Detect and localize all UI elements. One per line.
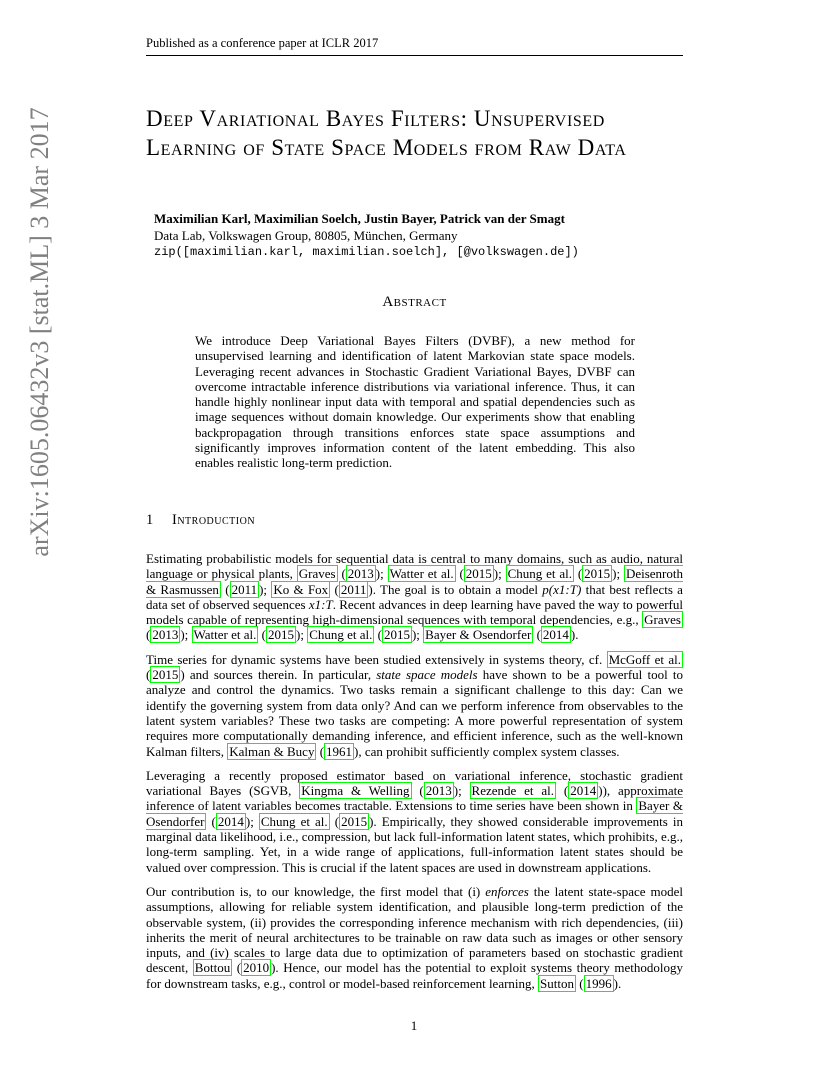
citation-link[interactable]: 2015 xyxy=(383,627,410,643)
citation-link[interactable]: 2014 xyxy=(542,627,569,643)
introduction-body xyxy=(146,551,683,1000)
math-expression: x1:T xyxy=(308,596,333,612)
citation-link[interactable]: Chung et al. xyxy=(507,566,572,582)
citation-link[interactable]: Chung et al. xyxy=(260,813,328,829)
abstract-text: We introduce Deep Variational Bayes Filters (DVBF), a new method for unsupervised learning and identification of latent Markovian state space models. Leveraging recent advances in Stochastic Gradient Variational Bayes, DVBF can overcome intractable inference distributions via variational inference. Thus, it can handle highly nonlinear input data with temporal and spatial dependencies such as image sequences without domain knowledge. Our experiments show that enabling backpropagation through transitions enforces state space assumptions and significantly improves information content of the latent embedding. This also enables realistic long-term prediction. xyxy=(195,333,635,471)
citation-link[interactable]: 1961 xyxy=(326,743,353,759)
emphasis: enforces xyxy=(485,883,529,899)
math-expression: p(x1:T) xyxy=(542,581,582,597)
section-heading xyxy=(146,512,686,529)
citation-link[interactable]: 2011 xyxy=(231,581,258,597)
citation-link[interactable]: Kingma & Welling xyxy=(301,783,410,799)
arxiv-identifier-stamp: arXiv:1605.06432v3 [stat.ML] 3 Mar 2017 xyxy=(25,107,54,557)
citation-link[interactable]: 2013 xyxy=(425,783,452,799)
paragraph: Our contribution is, to our knowledge, the first model that (i) enforces the latent state-space model assumptions, allowing for reliable system identification, and plausible long-term prediction of the observable system, (ii) provides the corresponding inference mechanism with rich dependencies, (iii) inherits the merit of neural architectures to be trainable on raw data such as images or other sensory inputs, and (iv) scales to large data due to optimization of parameters based on stochastic gradient descent, Bottou ( 2010 ). Hence, our model has the potential to exploit systems theory methodology for downstream tasks, e.g., control or model-based reinforcement learning, Sutton ( 1996 ). xyxy=(146,883,683,991)
citation-link[interactable]: 2014 xyxy=(217,813,244,829)
citation-link[interactable]: Kalman & Bucy xyxy=(229,743,315,759)
citation-link[interactable]: Deisenroth & Rasmussen xyxy=(146,566,683,597)
citation-link[interactable]: 2015 xyxy=(152,667,179,683)
citation-link[interactable]: Bayer & Osendorfer xyxy=(146,798,683,829)
citation-link[interactable]: McGoff et al. xyxy=(608,651,681,667)
author-block xyxy=(154,210,674,261)
page-number: 1 xyxy=(410,1018,418,1033)
citation-link[interactable]: 2015 xyxy=(465,566,492,582)
citation-link[interactable]: Graves xyxy=(644,612,681,628)
citation-link[interactable]: Bayer & Osendorfer xyxy=(425,627,532,643)
citation-link[interactable]: Watter et al. xyxy=(389,566,454,582)
citation-link[interactable]: 2010 xyxy=(243,960,270,976)
citation-link[interactable]: 2013 xyxy=(152,627,179,643)
citation-link[interactable]: 2013 xyxy=(347,566,374,582)
abstract-heading: Abstract xyxy=(382,294,447,310)
citation-link[interactable]: 2014 xyxy=(570,783,597,799)
paper-title: Deep Variational Bayes Filters: Unsupervised Learning of State Space Models from Raw Data xyxy=(146,106,627,160)
running-header: Published as a conference paper at ICLR 2017 xyxy=(146,36,683,56)
citation-link[interactable]: Graves xyxy=(298,566,336,582)
citation-link[interactable]: Sutton xyxy=(540,975,575,991)
citation-link[interactable]: Chung et al. xyxy=(309,627,373,643)
section-title: Introduction xyxy=(172,512,256,528)
section-number: 1 xyxy=(146,512,154,528)
citation-link[interactable]: 1996 xyxy=(585,975,612,991)
citation-link[interactable]: Ko & Fox xyxy=(273,581,329,597)
author-names: Maximilian Karl, Maximilian Soelch, Justin Bayer, Patrick van der Smagt xyxy=(154,211,565,226)
paragraph: Time series for dynamic systems have been studied extensively in systems theory, cf. McGoff et al. ( 2015 ) and sources therein. In particular, state space models have shown to be a powerful tool to analyze and control the dynamics. Two tasks remain a significant challenge to this day: Can we identify the governing system from data only? And can we perform inference from observables to the latent system variables? These two tasks are competing: A more powerful representation of system requires more computationally demanding inference, and efficient inference, such as the well-known Kalman filters, Kalman & Bucy ( 1961 ), can prohibit sufficiently complex system classes. xyxy=(146,651,683,759)
citation-link[interactable]: 2015 xyxy=(341,813,368,829)
citation-link[interactable]: 2011 xyxy=(340,581,367,597)
author-email: zip([maximilian.karl, maximilian.soelch], [@volkswagen.de]) xyxy=(154,245,579,259)
author-affiliation: Data Lab, Volkswagen Group, 80805, München, Germany xyxy=(154,228,458,243)
paragraph: Leveraging a recently proposed estimator based on variational inference, stochastic gradient variational Bayes (SGVB, Kingma & Welling ( 2013 ); Rezende et al. ( 2014 )), approximate inference of latent variables becomes tractable. Extensions to time series have been shown in Bayer & Osendorfer ( 2014 ); Chung et al. ( 2015 ). Empirically, they showed considerable improvements in marginal data likelihood, i.e., compression, but lack full-information latent states, which prohibits, e.g., long-term sampling. Yet, in a wide range of applications, full-information latent states should be valued over compression. This is crucial if the latent spaces are used in downstream applications. xyxy=(146,767,683,875)
citation-link[interactable]: 2015 xyxy=(267,627,294,643)
citation-link[interactable]: 2015 xyxy=(584,566,611,582)
emphasis: state space models xyxy=(376,667,478,683)
citation-link[interactable]: Bottou xyxy=(194,960,231,976)
citation-link[interactable]: Rezende et al. xyxy=(471,783,555,799)
citation-link[interactable]: Watter et al. xyxy=(193,627,257,643)
paragraph: Estimating probabilistic models for sequential data is central to many domains, such as audio, natural language or physical plants, Graves ( 2013 ); Watter et al. ( 2015 ); Chung et al. ( 2015 ); Deisenroth & Rasmussen ( 2011 ); Ko & Fox ( 2011 ). The goal is to obtain a model p(x1:T) that best reflects a data set of observed sequences x1:T. Recent advances in deep learning have paved the way to powerful models capable of representing high-dimensional sequences with temporal dependencies, e.g., Graves ( 2013 ); Watter et al. ( 2015 ); Chung et al. ( 2015 ); Bayer & Osendorfer ( 2014 ). xyxy=(146,551,683,643)
